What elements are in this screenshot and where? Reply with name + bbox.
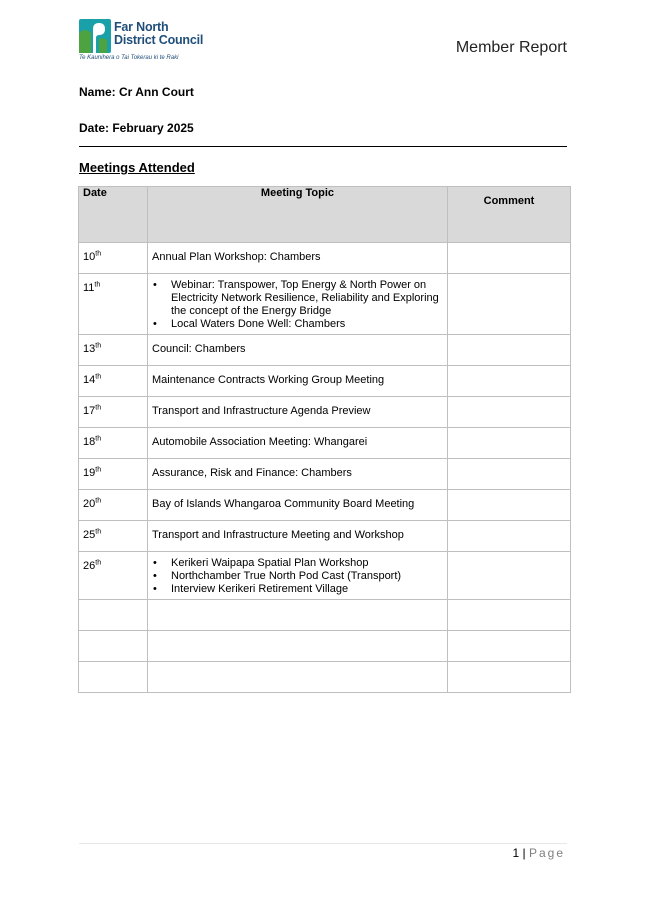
table-header-row xyxy=(79,187,571,243)
meeting-day: 25 xyxy=(83,529,96,541)
meetings-table-body xyxy=(79,243,571,693)
table-row xyxy=(79,274,571,335)
empty-table-row xyxy=(79,600,571,631)
council-name xyxy=(114,21,203,47)
meeting-comment-cell xyxy=(448,335,571,366)
meeting-topic-item: • Northchamber True North Pod Cast (Transport) xyxy=(152,570,443,583)
empty-comment-cell xyxy=(448,600,571,631)
meeting-topic-text: Transport and Infrastructure Agenda Preview xyxy=(152,405,371,417)
section-title: Meetings Attended xyxy=(79,160,195,175)
empty-comment-cell xyxy=(448,631,571,662)
member-name: Name: Cr Ann Court xyxy=(79,85,194,99)
table-row xyxy=(79,366,571,397)
meeting-day-suffix: th xyxy=(95,559,102,567)
meeting-date-cell xyxy=(79,490,148,521)
meeting-day-suffix: th xyxy=(95,342,102,350)
meeting-topic-cell xyxy=(148,243,448,274)
report-date: Date: February 2025 xyxy=(79,121,194,135)
council-logo xyxy=(79,19,204,65)
meeting-topic-cell xyxy=(148,428,448,459)
meeting-day: 17 xyxy=(83,405,96,417)
council-logo-icon xyxy=(79,19,111,53)
meeting-comment-cell xyxy=(448,397,571,428)
meeting-topic-cell xyxy=(148,274,448,335)
council-name-line-2: District Council xyxy=(114,33,204,47)
column-header-topic: Meeting Topic xyxy=(148,187,448,243)
meeting-comment-cell xyxy=(448,521,571,552)
meeting-date-cell xyxy=(79,335,148,366)
empty-comment-cell xyxy=(448,662,571,693)
meeting-day: 19 xyxy=(83,467,96,479)
meeting-day-suffix: th xyxy=(95,404,102,412)
council-name-line-1: Far North xyxy=(114,20,169,34)
meeting-topic-text: Maintenance Contracts Working Group Meeting xyxy=(152,374,385,386)
table-row xyxy=(79,552,571,600)
meeting-day: 14 xyxy=(83,374,96,386)
meeting-topic-text: Annual Plan Workshop: Chambers xyxy=(152,251,321,263)
meeting-topic-item: • Local Waters Done Well: Chambers xyxy=(152,318,443,331)
empty-topic-cell xyxy=(148,631,448,662)
meeting-topic-list xyxy=(152,557,443,596)
meeting-day: 10 xyxy=(83,251,96,263)
meeting-day-suffix: th xyxy=(95,435,102,443)
meeting-day-suffix: th xyxy=(95,373,102,381)
meeting-day: 11 xyxy=(83,282,95,294)
meeting-day-suffix: th xyxy=(95,528,102,536)
footer-divider xyxy=(79,843,567,844)
meeting-topic-cell xyxy=(148,490,448,521)
meeting-day-suffix: th xyxy=(95,250,102,258)
header-divider xyxy=(79,146,567,147)
empty-date-cell xyxy=(79,600,148,631)
meeting-topic-cell xyxy=(148,366,448,397)
meeting-comment-cell xyxy=(448,490,571,521)
page-number xyxy=(512,846,565,860)
page-number-value: 1 xyxy=(512,846,520,860)
empty-topic-cell xyxy=(148,662,448,693)
table-row xyxy=(79,335,571,366)
meeting-date-cell xyxy=(79,366,148,397)
meeting-topic-item: • Kerikeri Waipapa Spatial Plan Workshop xyxy=(152,557,443,570)
meeting-topic-item: • Interview Kerikeri Retirement Village xyxy=(152,583,443,596)
report-title: Member Report xyxy=(455,39,567,56)
meeting-day: 20 xyxy=(83,498,96,510)
meeting-topic-cell xyxy=(148,335,448,366)
column-header-comment: Comment xyxy=(448,187,571,243)
meeting-day: 18 xyxy=(83,436,96,448)
meeting-comment-cell xyxy=(448,428,571,459)
table-row xyxy=(79,459,571,490)
meeting-topic-item: • Webinar: Transpower, Top Energy & North Power on Electricity Network Resilience, Reliability and Exploring the concept of the Energy Bridge xyxy=(152,279,443,318)
meeting-topic-list xyxy=(152,279,443,331)
meetings-table xyxy=(78,186,571,693)
table-row xyxy=(79,428,571,459)
table-row xyxy=(79,521,571,552)
table-row xyxy=(79,490,571,521)
page-number-separator: | xyxy=(522,846,526,860)
council-tagline: Te Kaunihera o Tai Tokerau ki te Raki xyxy=(79,55,179,61)
meeting-comment-cell xyxy=(448,274,571,335)
meeting-topic-text: Automobile Association Meeting: Whangarei xyxy=(152,436,368,448)
meeting-date-cell xyxy=(79,243,148,274)
meeting-topic-text: Transport and Infrastructure Meeting and Workshop xyxy=(152,529,404,541)
table-row xyxy=(79,243,571,274)
meeting-day-suffix: th xyxy=(95,497,102,505)
empty-topic-cell xyxy=(148,600,448,631)
meeting-date-cell xyxy=(79,428,148,459)
meeting-date-cell xyxy=(79,274,148,335)
meeting-topic-cell xyxy=(148,521,448,552)
meeting-date-cell xyxy=(79,521,148,552)
meeting-topic-text: Assurance, Risk and Finance: Chambers xyxy=(152,467,352,479)
meeting-comment-cell xyxy=(448,552,571,600)
meeting-comment-cell xyxy=(448,459,571,490)
table-row xyxy=(79,397,571,428)
empty-date-cell xyxy=(79,631,148,662)
meeting-topic-cell xyxy=(148,397,448,428)
meeting-topic-text: Council: Chambers xyxy=(152,343,246,355)
meeting-day: 13 xyxy=(83,343,96,355)
empty-table-row xyxy=(79,631,571,662)
meeting-day: 26 xyxy=(83,560,96,572)
meeting-date-cell xyxy=(79,397,148,428)
page-label: Page xyxy=(528,846,565,860)
empty-date-cell xyxy=(79,662,148,693)
meeting-date-cell xyxy=(79,552,148,600)
meeting-topic-cell xyxy=(148,459,448,490)
meeting-day-suffix: th xyxy=(94,281,101,289)
empty-table-row xyxy=(79,662,571,693)
meeting-topic-cell xyxy=(148,552,448,600)
meeting-topic-text: Bay of Islands Whangaroa Community Board Meeting xyxy=(152,498,415,510)
column-header-date: Date xyxy=(79,187,148,243)
meeting-comment-cell xyxy=(448,366,571,397)
meeting-day-suffix: th xyxy=(95,466,102,474)
meeting-comment-cell xyxy=(448,243,571,274)
meeting-date-cell xyxy=(79,459,148,490)
